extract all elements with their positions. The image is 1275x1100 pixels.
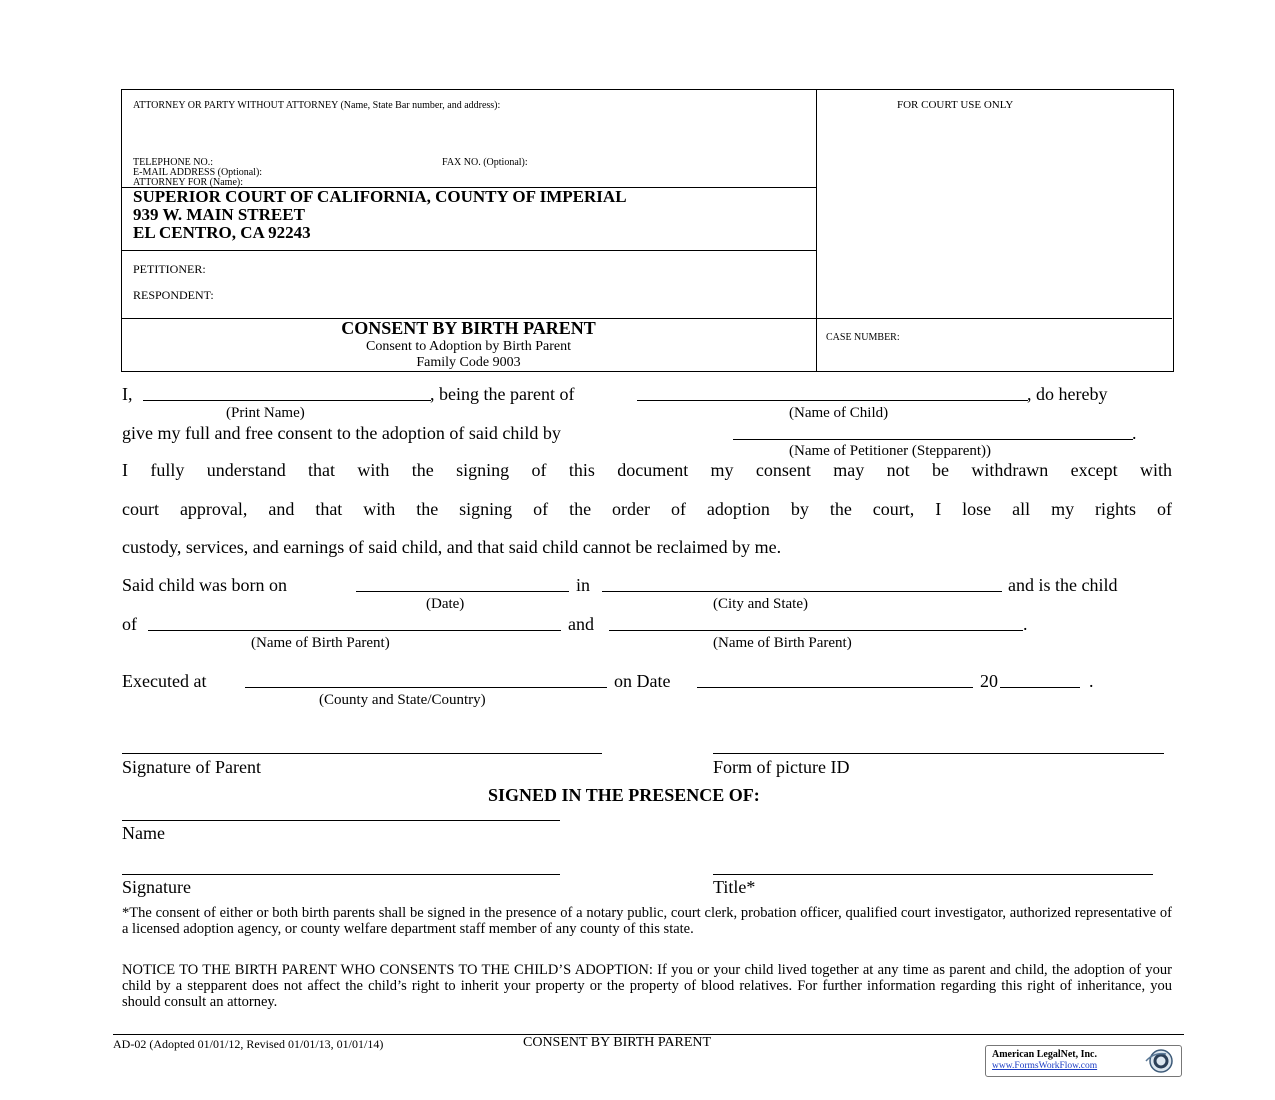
child-name-field[interactable] xyxy=(637,400,1028,401)
witness-name-field[interactable] xyxy=(122,820,560,821)
birth-parent-1-label: (Name of Birth Parent) xyxy=(251,635,390,651)
consent-period: . xyxy=(1132,423,1137,443)
form-subtitle: Consent to Adoption by Birth Parent xyxy=(366,339,571,354)
title-label: Title* xyxy=(713,877,756,897)
fax-label: FAX NO. (Optional): xyxy=(442,157,528,168)
understanding-line-3: custody, services, and earnings of said child, and that said child cannot be reclaimed by me. xyxy=(122,537,782,557)
on-date-text: on Date xyxy=(614,671,671,691)
county-label: (County and State/Country) xyxy=(319,692,486,708)
witness-title-field[interactable] xyxy=(713,874,1153,875)
birth-city-field[interactable] xyxy=(602,591,1002,592)
case-number-label: CASE NUMBER: xyxy=(826,332,900,343)
court-divider-bottom xyxy=(121,250,816,251)
court-city: EL CENTRO, CA 92243 xyxy=(133,223,311,242)
year-prefix: 20 xyxy=(980,671,998,691)
year-field[interactable] xyxy=(1000,687,1080,688)
attorney-label: ATTORNEY OR PARTY WITHOUT ATTORNEY (Name, State Bar number, and address): xyxy=(133,100,501,111)
understanding-line-1: I fully understand that with the signing of this document my consent may not be withdrawn except with xyxy=(122,460,1172,480)
consent-text: give my full and free consent to the adoption of said child by xyxy=(122,423,561,443)
form-id: AD-02 (Adopted 01/01/12, Revised 01/01/13, 01/01/14) xyxy=(113,1037,384,1051)
american-legalnet-logo[interactable] xyxy=(985,1045,1182,1077)
parent-signature-field[interactable] xyxy=(122,753,602,754)
hereby-text: , do hereby xyxy=(1027,384,1108,404)
is-child-text: and is the child xyxy=(1008,575,1118,595)
petitioner-name-label: (Name of Petitioner (Stepparent)) xyxy=(789,443,992,459)
signature-label: Signature xyxy=(122,877,191,897)
birth-parent-2-field[interactable] xyxy=(609,630,1023,631)
date-label: (Date) xyxy=(426,596,465,612)
attorney-for-label: ATTORNEY FOR (Name): xyxy=(133,177,243,188)
respondent-label: RESPONDENT: xyxy=(133,288,214,302)
birth-parent-2-label: (Name of Birth Parent) xyxy=(713,635,852,651)
birth-parent-1-field[interactable] xyxy=(148,630,561,631)
globe-icon xyxy=(1144,1048,1176,1074)
i-text: I, xyxy=(122,384,133,404)
county-field[interactable] xyxy=(245,687,607,688)
executed-at-text: Executed at xyxy=(122,671,207,691)
court-name: SUPERIOR COURT OF CALIFORNIA, COUNTY OF IMPERIAL xyxy=(133,187,627,206)
picture-id-field[interactable] xyxy=(713,753,1164,754)
and-text: and xyxy=(568,614,594,634)
executed-period: . xyxy=(1089,671,1094,691)
born-on-text: Said child was born on xyxy=(122,575,287,595)
name-label: Name xyxy=(122,823,165,843)
parents-period: . xyxy=(1023,614,1028,634)
telephone-label: TELEPHONE NO.: xyxy=(133,157,213,168)
print-name-field[interactable] xyxy=(143,400,431,401)
signature-of-parent-label: Signature of Parent xyxy=(122,757,261,777)
court-street: 939 W. MAIN STREET xyxy=(133,205,305,224)
understanding-line-2: court approval, and that with the signing of the order of adoption by the court, I lose all my rights of xyxy=(122,499,1172,519)
city-state-label: (City and State) xyxy=(713,596,808,612)
family-code: Family Code 9003 xyxy=(416,355,521,370)
footer-title: CONSENT BY BIRTH PARENT xyxy=(523,1035,712,1050)
logo-url[interactable]: www.FormsWorkFlow.com xyxy=(992,1061,1098,1071)
petitioner-name-field[interactable] xyxy=(733,439,1133,440)
of-text: of xyxy=(122,614,137,634)
witness-signature-field[interactable] xyxy=(122,874,560,875)
birth-parent-notice: NOTICE TO THE BIRTH PARENT WHO CONSENTS TO THE CHILD’S ADOPTION: If you or your child lived together at any time as parent and child, the adoption of your child by a stepparent does not affect the child’s right to inherit your property or the property of blood relatives. For further information regarding this right of inheritance, you should consult an attorney. xyxy=(122,962,1172,1010)
picture-id-label: Form of picture ID xyxy=(713,757,850,777)
child-name-label: (Name of Child) xyxy=(789,405,889,421)
petitioner-label: PETITIONER: xyxy=(133,262,206,276)
in-text: in xyxy=(576,575,591,595)
caption-divider xyxy=(816,89,817,371)
footnote: *The consent of either or both birth parents shall be signed in the presence of a notary public, court clerk, probation officer, qualified court investigator, authorized representative of a licensed adoption agency, or county welfare department staff member of any county of this state. xyxy=(122,905,1172,937)
logo-company: American LegalNet, Inc. xyxy=(992,1049,1097,1060)
execution-date-field[interactable] xyxy=(697,687,973,688)
being-parent-text: , being the parent of xyxy=(430,384,575,404)
court-use-label: FOR COURT USE ONLY xyxy=(897,99,1014,111)
presence-heading: SIGNED IN THE PRESENCE OF: xyxy=(488,785,760,805)
birth-date-field[interactable] xyxy=(356,591,569,592)
print-name-label: (Print Name) xyxy=(226,405,305,421)
email-label: E-MAIL ADDRESS (Optional): xyxy=(133,167,263,178)
form-title: CONSENT BY BIRTH PARENT xyxy=(341,318,596,338)
